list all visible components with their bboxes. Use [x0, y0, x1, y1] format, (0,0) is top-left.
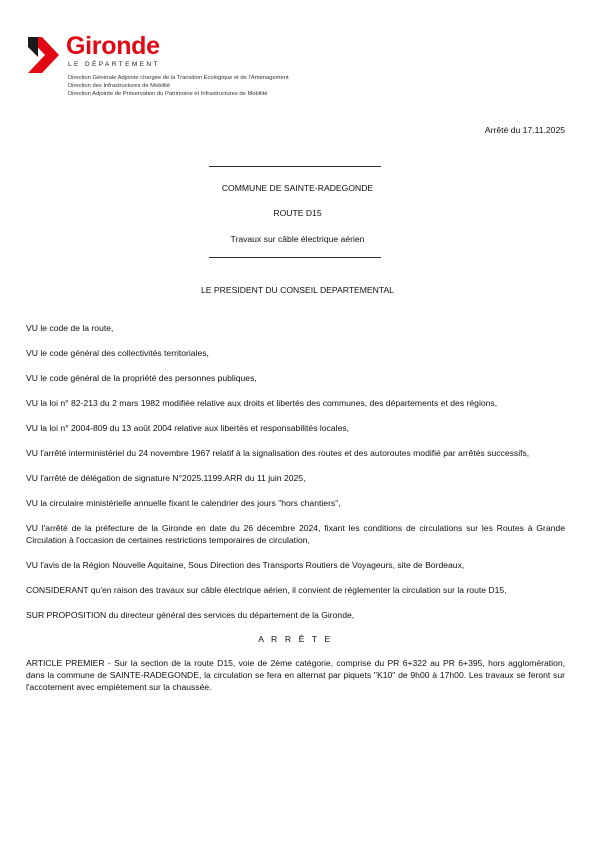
- gironde-chevron-icon: [26, 33, 64, 77]
- considerant-paragraph: VU la circulaire ministérielle annuelle fixant le calendrier des jours "hors chantiers",: [26, 498, 341, 508]
- considerant-paragraph: VU l'arrêté de délégation de signature N°2025.1199.ARR du 11 juin 2025,: [26, 473, 306, 483]
- considerant-paragraph: VU l'arrêté de la préfecture de la Gironde en date du 26 décembre 2024, fixant les conditions de circulations sur les Routes à Grande Circulation à l'occasion de certaines restrictions temporaires de circulation,: [26, 523, 565, 545]
- considerant-paragraph: SUR PROPOSITION du directeur général des services du département de la Gironde,: [26, 610, 355, 620]
- arrete-date: Arrêté du 17.11.2025: [484, 125, 565, 135]
- direction-line: Direction des Infrastructures de Mobilité: [68, 83, 171, 90]
- considerant-paragraph: VU le code général de la propriété des personnes publiques,: [26, 373, 257, 383]
- logo-subtitle: LE DÉPARTEMENT: [68, 61, 160, 68]
- considerant-paragraph: VU la loi n° 82-213 du 2 mars 1982 modifiée relative aux droits et libertés des communes, des départements et des régions,: [26, 398, 498, 408]
- considerant-paragraph: VU le code de la route,: [26, 323, 114, 333]
- route-title: ROUTE D15: [273, 208, 322, 218]
- considerant-paragraph: VU l'avis de la Région Nouvelle Aquitaine, Sous Direction des Transports Routiers de Voyageurs, site de Bordeaux,: [26, 560, 465, 570]
- divider-top: [209, 166, 381, 167]
- divider-bottom: [209, 257, 381, 258]
- logo-wordmark: Gironde: [66, 32, 160, 60]
- considerant-paragraph: CONSIDERANT qu'en raison des travaux sur câble électrique aérien, il convient de réglementer la circulation sur la route D15,: [26, 585, 507, 595]
- works-title: Travaux sur câble électrique aérien: [230, 234, 365, 244]
- president-heading: LE PRESIDENT DU CONSEIL DEPARTEMENTAL: [201, 285, 394, 295]
- arrete-heading: A R R Ê T E: [258, 634, 333, 644]
- direction-line: Direction Adjointe de Préservation du Patrimoine et Infrastructures de Mobilité: [68, 91, 268, 98]
- commune-title: COMMUNE DE SAINTE-RADEGONDE: [221, 183, 374, 193]
- considerant-paragraph: VU l'arrêté interministériel du 24 novembre 1967 relatif à la signalisation des routes et des autoroutes modifié par arrêtés successifs,: [26, 448, 530, 458]
- article-premier: ARTICLE PREMIER - Sur la section de la route D15, voie de 2ème catégorie, comprise du PR 6+322 au PR 6+395, hors agglomération, dans la commune de SAINTE-RADEGONDE, la circulation se fera en alternat par piquets "K10" de 9h00 à 17h00. Les travaux se feront sur l'accotement avec empiètement sur la chaussée.: [26, 658, 565, 692]
- direction-line: Direction Générale Adjointe chargée de la Transition Écologique et de l'Aménagement: [68, 75, 289, 81]
- considerant-paragraph: VU le code général des collectivités territoriales,: [26, 348, 209, 358]
- document-body: [26, 322, 565, 706]
- direction-lines: [68, 74, 289, 99]
- considerant-paragraph: VU la loi n° 2004-809 du 13 août 2004 relative aux libertés et responsabilités locales,: [26, 423, 350, 433]
